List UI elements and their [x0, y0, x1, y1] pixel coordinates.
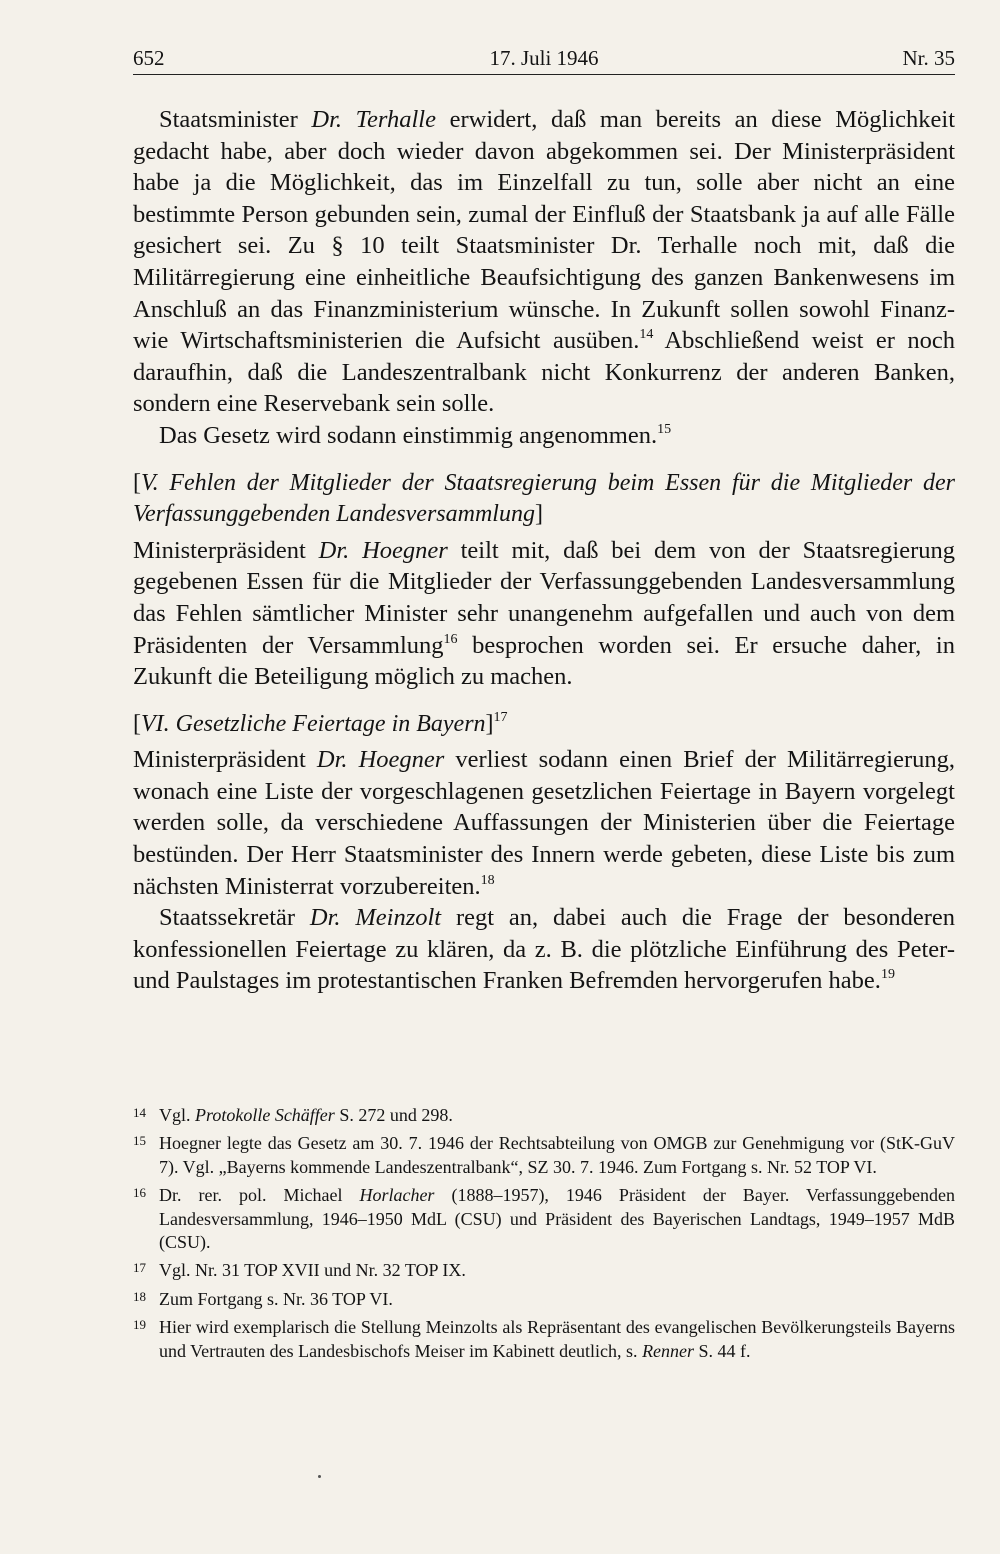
footnote-ref: 16	[443, 631, 458, 647]
footnote-16: 16 Dr. rer. pol. Michael Horlacher (1888–1957), 1946 Präsident der Bayer. Verfassunggebenden Landesversammlung, 1946–1950 MdL (CSU) und Präsident des Bayerischen Landtags, 1949–1957 MdB (CSU).	[133, 1185, 955, 1253]
page-number: 652	[133, 46, 165, 70]
ink-speck	[318, 1475, 321, 1478]
paragraph-meinzolt: Staatssekretär Dr. Meinzolt regt an, dabei auch die Frage der besonderen konfessionellen Feiertage zu klären, da z. B. die plötzliche Einführung des Peter- und Paulstages im protestantischen Franken Befremden hervorgerufen habe.$^{19}$	[133, 904, 955, 995]
footnote-ref: 14	[639, 327, 654, 343]
paragraph-hoegner-holidays: Ministerpräsident Dr. Hoegner verliest sodann einen Brief der Militärregierung, wonach eine Liste der vorgeschlagenen gesetzlichen Feiertage in Bayern vorgelegt werden solle, da verschiedene Auffassungen der Ministerien über die Feiertage bestünden. Der Herr Staatsminister des Innern werde gebeten, diese Liste bis zum nächsten Ministerrat vorzubereiten.$^{18}$	[133, 746, 955, 900]
person-name: Dr. Meinzolt	[309, 904, 442, 932]
paragraph-hoegner-dinner: Ministerpräsident Dr. Hoegner teilt mit, daß bei dem von der Staatsregierung gegebenen Essen für die Mitglieder der Verfassunggebenden Landesversammlung das Fehlen sämtlicher Minister sehr unangenehm aufgefallen und auch von dem Präsidenten der Versammlung$^{16}$ besprochen worden sei. Er ersuche daher, in Zukunft die Beteiligung möglich zu machen.	[133, 536, 956, 691]
paragraph-law-adopted: Das Gesetz wird sodann einstimmig angenommen.$^{15}$	[159, 421, 672, 449]
header-date: 17. Juli 1946	[489, 46, 599, 70]
paragraph-terhalle: Staatsminister Dr. Terhalle erwidert, daß man bereits an diese Möglichkeit gedacht habe, aber doch wieder davon abgekommen sei. Der Ministerpräsident habe ja die Möglichkeit, das im Einzelfall zu tun, solle aber nicht an eine bestimmte Person gebunden sein, zumal der Einfluß der Staatsbank ja auf alle Fälle gesichert sei. Zu § 10 teilt Staatsminister Dr. Terhalle noch mit, daß die Militärregierung eine einheitliche Beaufsichtigung des ganzen Bankenwesens im Anschluß an das Finanzministerium wünsche. In Zukunft sollen sowohl Finanz- wie Wirtschaftsministerien die Aufsicht ausüben.$^{14}$ Abschließend weist er noch daraufhin, daß die Landeszentralbank nicht Konkurrenz der anderen Banken, sondern eine Reservebank sein solle.	[133, 106, 956, 418]
footnote-ref: 17	[493, 709, 508, 725]
main-text	[133, 104, 955, 997]
page-header	[133, 44, 955, 75]
footnote-ref: 18	[480, 872, 495, 888]
footnote-15: 15 Hoegner legte das Gesetz am 30. 7. 1946 der Rechtsabteilung von OMGB zur Genehmigung vor (StK-GuV 7). Vgl. „Bayerns kommende Landeszentralbank“, SZ 30. 7. 1946. Zum Fortgang s. Nr. 52 TOP VI.	[133, 1133, 955, 1177]
footnote-ref: 15	[657, 421, 672, 437]
header-issue-number: Nr. 35	[902, 46, 955, 70]
footnote-19: 19 Hier wird exemplarisch die Stellung Meinzolts als Repräsentant des evangelischen Bevölkerungsteils Bayerns und Vertrauten des Landesbischofs Meiser im Kabinett deutlich, s. Renner S. 44 f.	[133, 1317, 955, 1361]
footnote-18: 18 Zum Fortgang s. Nr. 36 TOP VI.	[133, 1288, 393, 1309]
footnotes	[133, 1104, 955, 1368]
footnote-17: 17 Vgl. Nr. 31 TOP XVII und Nr. 32 TOP IX.	[133, 1260, 466, 1281]
footnote-14: 14 Vgl. Protokolle Schäffer S. 272 und 298.	[133, 1105, 453, 1125]
person-name: Dr. Terhalle	[311, 106, 436, 133]
person-name: Dr. Hoegner	[318, 536, 448, 564]
section-heading-vi: [VI. Gesetzliche Feiertage in Bayern]$^{17}$	[133, 709, 508, 737]
footnote-ref: 19	[880, 967, 895, 983]
section-heading-v: [V. Fehlen der Mitglieder der Staatsregierung beim Essen für die Mitglieder der Verfassunggebenden Landesversammlung]	[133, 469, 955, 528]
person-name: Dr. Hoegner	[316, 746, 445, 774]
